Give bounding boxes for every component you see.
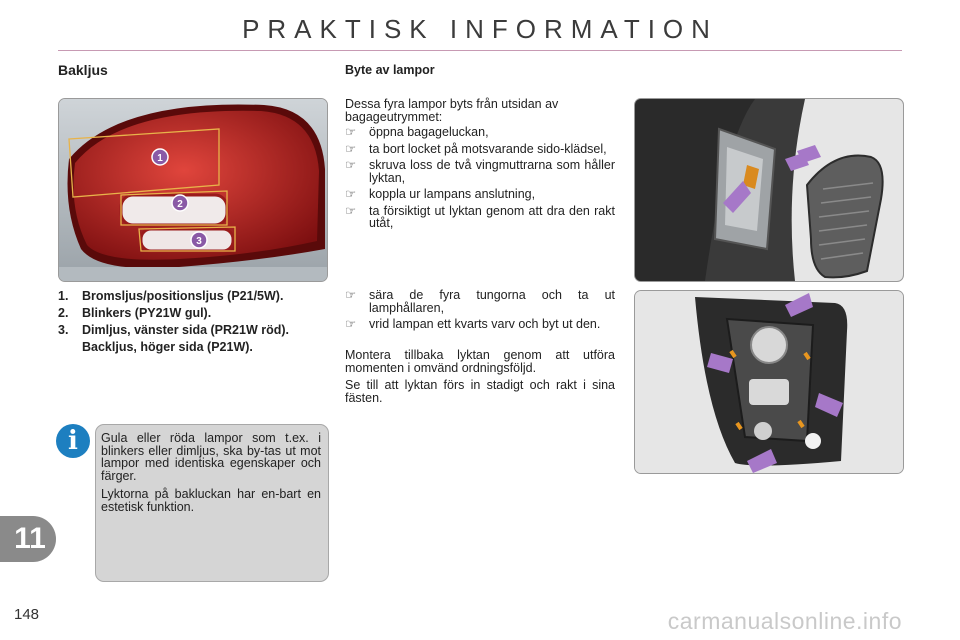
list-item: ☞ skruva loss de två vingmuttrarna som håller lyktan,	[345, 158, 615, 185]
svg-text:3: 3	[196, 236, 202, 247]
legend-item-1: 1. Bromsljus/positionsljus (P21/5W).	[58, 289, 284, 303]
boot-side-panel-photo	[634, 98, 904, 282]
legend-item-3: 3. Dimljus, vänster sida (PR21W röd).	[58, 323, 289, 337]
info-icon: i	[56, 424, 90, 458]
pointing-hand-icon: ☞	[345, 317, 357, 331]
list-item: ☞ öppna bagageluckan,	[345, 125, 489, 139]
section-heading-bakljus: Bakljus	[58, 62, 108, 78]
list-item: ☞ ta försiktigt ut lyktan genom att dra den rakt utåt,	[345, 203, 615, 230]
check-paragraph: Se till att lyktan förs in stadigt och rakt i sina fästen.	[345, 378, 615, 405]
legend-item-reverse-light: Backljus, höger sida (P21W).	[82, 340, 253, 354]
refit-paragraph: Montera tillbaka lyktan genom att utföra momenten i omvänd ordningsföljd.	[345, 348, 615, 375]
pointing-hand-icon: ☞	[345, 158, 357, 172]
page-title: PRAKTISK INFORMATION	[242, 14, 718, 44]
callout-2	[172, 195, 188, 211]
pointing-hand-icon: ☞	[345, 141, 357, 156]
lamp-holder-photo	[634, 290, 904, 474]
bulb-legend	[58, 290, 328, 354]
title-divider	[58, 50, 902, 51]
steps-list-2	[345, 289, 615, 335]
callout-1	[152, 149, 168, 165]
pointing-hand-icon: ☞	[345, 187, 357, 201]
info-text	[101, 432, 321, 519]
legend-item-2: 2. Blinkers (PY21W gul).	[58, 306, 212, 320]
list-item: ☞ koppla ur lampans anslutning,	[345, 187, 536, 201]
list-item: ☞ vrid lampan ett kvarts varv och byt ut den.	[345, 317, 601, 331]
pointing-hand-icon: ☞	[345, 125, 357, 139]
steps-list-1	[345, 126, 615, 234]
taillight-illustration	[58, 98, 328, 282]
callout-3	[191, 232, 207, 248]
chapter-tab: 11	[0, 516, 56, 562]
svg-text:2: 2	[177, 199, 183, 210]
intro-text: Dessa fyra lampor byts från utsidan av bagageutrymmet:	[345, 97, 559, 124]
list-item: ☞ ta bort locket på motsvarande sido-klädsel,	[345, 141, 607, 156]
svg-text:1: 1	[157, 153, 163, 164]
watermark: carmanualsonline.info	[667, 608, 902, 634]
section-heading-byte-av-lampor: Byte av lampor	[345, 63, 435, 77]
page-number: 148	[14, 606, 40, 623]
pointing-hand-icon: ☞	[345, 203, 357, 218]
info-paragraph-1: Gula eller röda lampor som t.ex. i blinkers eller dimljus, ska by-tas ut mot lampor med identiska egenskaper och färger.	[101, 431, 321, 483]
list-item: ☞ sära de fyra tungorna och ta ut lamphållaren,	[345, 288, 615, 315]
pointing-hand-icon: ☞	[345, 288, 357, 302]
info-paragraph-2: Lyktorna på bakluckan har en-bart en estetisk funktion.	[101, 487, 321, 514]
